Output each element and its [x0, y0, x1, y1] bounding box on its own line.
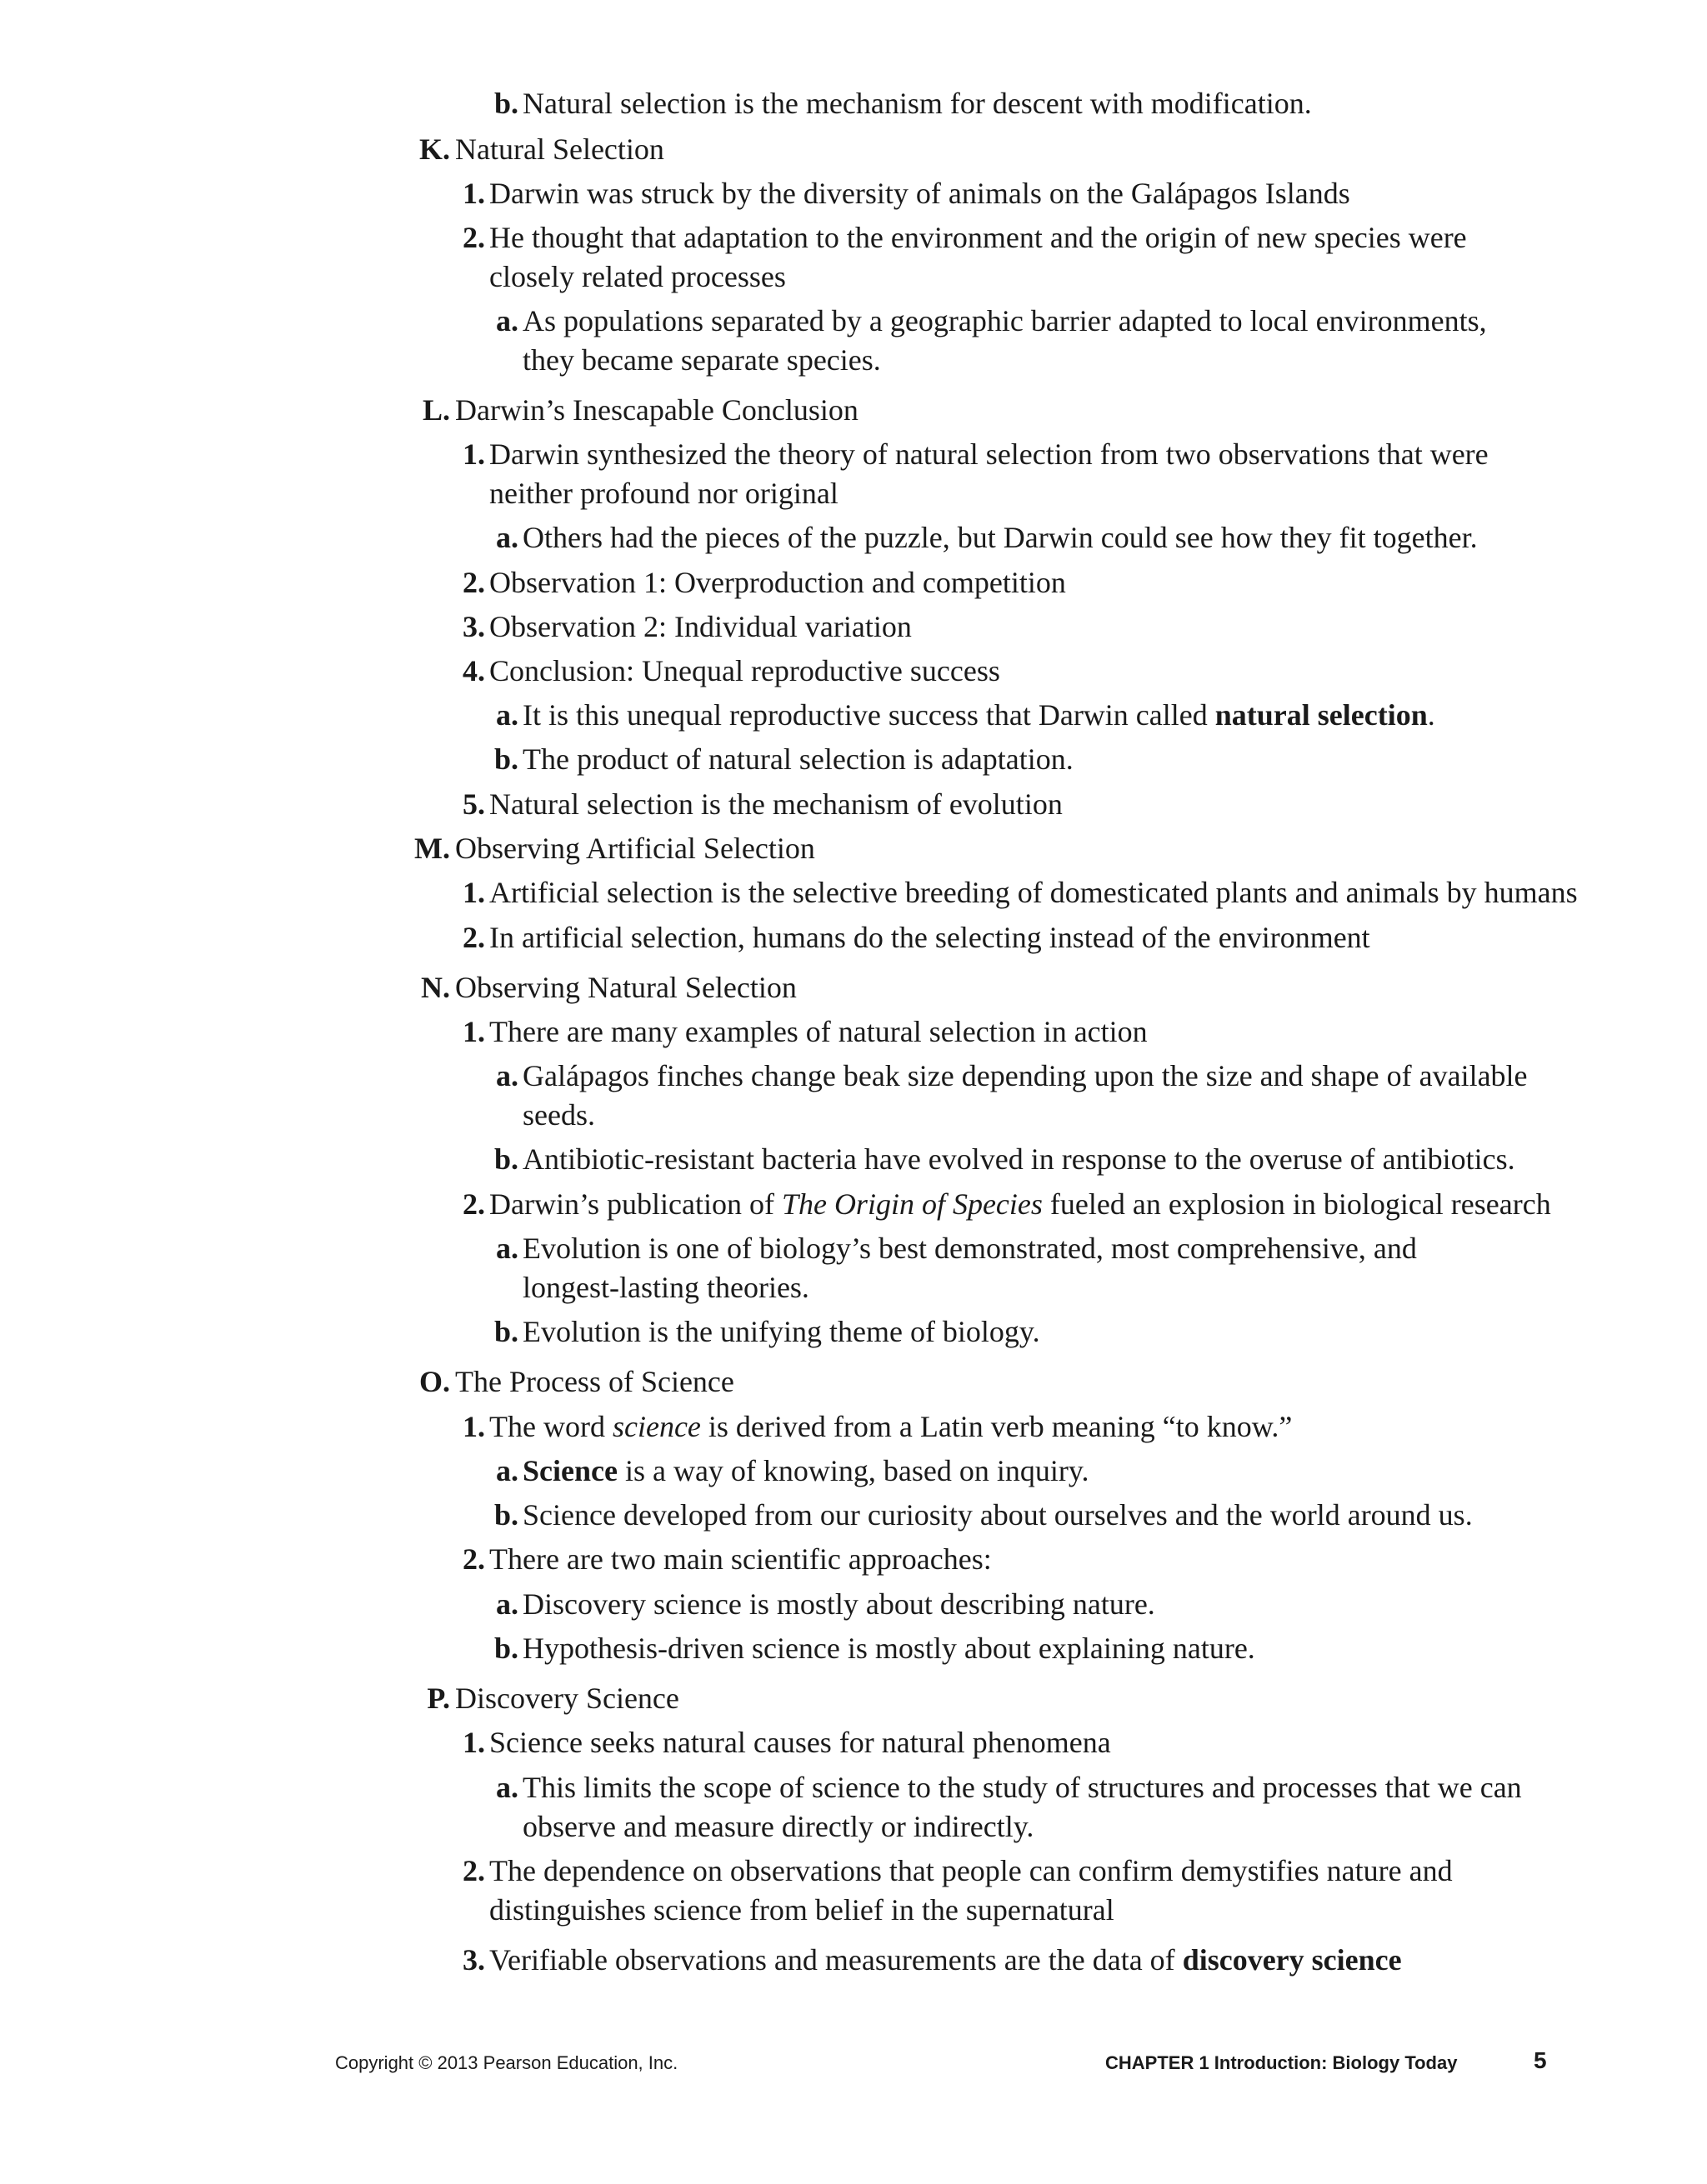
- outline-text-segment: It is this unequal reproductive success that Darwin called: [523, 698, 1215, 732]
- outline-text-segment: The dependence on observations that people can confirm demystifies nature and: [489, 1854, 1453, 1887]
- outline-marker: a.: [496, 698, 518, 732]
- outline-marker: b.: [493, 1632, 518, 1665]
- outline-marker: K.: [418, 132, 450, 166]
- outline-text-segment: observe and measure directly or indirectly.: [523, 1810, 1034, 1843]
- outline-marker: 1.: [463, 177, 485, 210]
- outline-text-bold: natural selection: [1214, 698, 1428, 732]
- outline-text-segment: fueled an explosion in biological research: [1042, 1187, 1551, 1221]
- outline-text-segment: Conclusion: Unequal reproductive success: [489, 654, 1000, 687]
- outline-text: [489, 1724, 1111, 1761]
- outline-text: [489, 608, 912, 645]
- outline-text: [455, 392, 859, 428]
- outline-marker: 2.: [463, 566, 485, 599]
- outline-marker: a.: [496, 304, 518, 337]
- outline-marker: a.: [496, 1059, 518, 1092]
- outline-text: [523, 1452, 1089, 1489]
- outline-text: [489, 175, 1350, 212]
- outline-marker: 3.: [463, 1943, 485, 1977]
- outline-text-segment: Natural Selection: [455, 132, 664, 166]
- outline-text: [489, 1892, 1114, 1928]
- outline-text: [523, 1313, 1040, 1350]
- outline-text: [455, 131, 664, 167]
- outline-text: [523, 1808, 1034, 1845]
- outline-text-segment: is derived from a Latin verb meaning “to know.”: [700, 1410, 1293, 1443]
- outline-text: [489, 1013, 1148, 1050]
- outline-text: [523, 302, 1487, 339]
- outline-text: [523, 342, 881, 378]
- outline-marker: M.: [414, 832, 450, 865]
- outline-marker: O.: [418, 1365, 450, 1398]
- outline-text-bold: Science: [523, 1454, 618, 1487]
- outline-text: [523, 85, 1312, 122]
- outline-text-segment: This limits the scope of science to the study of structures and processes that we can: [523, 1771, 1522, 1804]
- outline-text-segment: Discovery science is mostly about describing nature.: [523, 1587, 1155, 1621]
- outline-text: [455, 830, 815, 867]
- outline-text-segment: Darwin was struck by the diversity of animals on the Galápagos Islands: [489, 177, 1350, 210]
- outline-text-segment: distinguishes science from belief in the supernatural: [489, 1893, 1114, 1927]
- outline-text-segment: neither profound nor original: [489, 477, 838, 510]
- outline-text-segment: Verifiable observations and measurements are the data of: [489, 1943, 1183, 1977]
- outline-text-segment: As populations separated by a geographic barrier adapted to local environments,: [523, 304, 1487, 337]
- outline-text-segment: Observation 1: Overproduction and competition: [489, 566, 1066, 599]
- outline-text-segment: Evolution is one of biology’s best demonstrated, most comprehensive, and: [523, 1232, 1417, 1265]
- outline-marker: 1.: [463, 1726, 485, 1759]
- outline-text: [523, 1630, 1255, 1667]
- outline-text-segment: Hypothesis-driven science is mostly about explaining nature.: [523, 1632, 1255, 1665]
- outline-marker: b.: [493, 1315, 518, 1348]
- outline-text: [455, 969, 797, 1006]
- outline-text: [523, 519, 1478, 556]
- outline-marker: 1.: [463, 437, 485, 471]
- outline-marker: a.: [496, 1232, 518, 1265]
- outline-text-segment: Natural selection is the mechanism for descent with modification.: [523, 87, 1312, 120]
- outline-text: [523, 1586, 1155, 1622]
- outline-marker: 2.: [463, 921, 485, 954]
- outline-marker: b.: [493, 742, 518, 776]
- outline-marker: a.: [496, 1454, 518, 1487]
- outline-text-segment: .: [1427, 698, 1435, 732]
- outline-text-segment: Darwin’s Inescapable Conclusion: [455, 393, 859, 427]
- copyright-notice: Copyright © 2013 Pearson Education, Inc.: [335, 2052, 678, 2073]
- outline-text-bold: discovery science: [1182, 1943, 1402, 1977]
- outline-text-segment: The Process of Science: [455, 1365, 734, 1398]
- page-number: 5: [1534, 2047, 1547, 2073]
- outline-text-segment: Evolution is the unifying theme of biology.: [523, 1315, 1040, 1348]
- outline-text-segment: they became separate species.: [523, 343, 881, 377]
- outline-text-segment: Artificial selection is the selective breeding of domesticated plants and animals by humans: [489, 876, 1578, 909]
- outline-text: [523, 1230, 1417, 1267]
- outline-marker: 2.: [463, 1542, 485, 1576]
- outline-marker: a.: [496, 1771, 518, 1804]
- outline-marker: 2.: [463, 1854, 485, 1887]
- outline-text-segment: The product of natural selection is adaptation.: [523, 742, 1074, 776]
- outline-text: [489, 1852, 1453, 1889]
- outline-marker: 5.: [463, 787, 485, 821]
- outline-text: [489, 564, 1066, 601]
- outline-text: [489, 219, 1467, 256]
- outline-text: [489, 475, 838, 512]
- outline-text: [489, 1942, 1402, 1978]
- outline-marker: N.: [421, 971, 450, 1004]
- outline-text-segment: Antibiotic-resistant bacteria have evolved in response to the overuse of antibiotics.: [523, 1142, 1515, 1176]
- outline-text-segment: Discovery Science: [455, 1682, 679, 1715]
- outline-text: [523, 1141, 1515, 1177]
- outline-marker: 3.: [463, 610, 485, 643]
- outline-text-segment: Darwin’s publication of: [489, 1187, 782, 1221]
- outline-marker: L.: [422, 393, 450, 427]
- outline-text: [489, 1541, 992, 1577]
- outline-text: [523, 1057, 1528, 1094]
- outline-text-segment: Galápagos finches change beak size depending upon the size and shape of available: [523, 1059, 1528, 1092]
- outline-text: [523, 1097, 595, 1133]
- outline-text: [489, 919, 1370, 956]
- outline-text-segment: Science developed from our curiosity about ourselves and the world around us.: [523, 1498, 1473, 1532]
- outline-marker: b.: [493, 1142, 518, 1176]
- outline-text: [523, 1269, 809, 1306]
- outline-text-segment: He thought that adaptation to the environment and the origin of new species were: [489, 221, 1467, 254]
- outline-text-italic: science: [612, 1410, 701, 1443]
- outline-text: [455, 1680, 679, 1717]
- outline-text-italic: The Origin of Species: [781, 1187, 1043, 1221]
- outline-text: [489, 1186, 1551, 1222]
- outline-marker: b.: [493, 1498, 518, 1532]
- outline-text: [489, 874, 1578, 911]
- outline-text: [489, 258, 786, 295]
- outline-text-segment: The word: [489, 1410, 613, 1443]
- outline-text-segment: Observing Artificial Selection: [455, 832, 815, 865]
- chapter-title: CHAPTER 1 Introduction: Biology Today: [1105, 2052, 1458, 2073]
- outline-text-segment: There are two main scientific approaches:: [489, 1542, 992, 1576]
- outline-marker: a.: [496, 1587, 518, 1621]
- outline-text-segment: There are many examples of natural selection in action: [489, 1015, 1148, 1048]
- outline-text-segment: Observing Natural Selection: [455, 971, 797, 1004]
- outline-text-segment: seeds.: [523, 1098, 595, 1132]
- outline-text: [489, 652, 1000, 689]
- outline-text-segment: Darwin synthesized the theory of natural selection from two observations that were: [489, 437, 1489, 471]
- outline-marker: P.: [427, 1682, 450, 1715]
- outline-text: [523, 1497, 1473, 1533]
- outline-text-segment: longest-lasting theories.: [523, 1271, 809, 1304]
- outline-text: [489, 786, 1063, 822]
- outline-marker: 4.: [463, 654, 485, 687]
- outline-text-segment: In artificial selection, humans do the selecting instead of the environment: [489, 921, 1370, 954]
- outline-marker: a.: [496, 521, 518, 554]
- outline-marker: 1.: [463, 876, 485, 909]
- outline-text: [523, 741, 1074, 777]
- outline-marker: 2.: [463, 221, 485, 254]
- outline-marker: 1.: [463, 1410, 485, 1443]
- outline-text-segment: is a way of knowing, based on inquiry.: [617, 1454, 1089, 1487]
- outline-text: [489, 436, 1489, 472]
- outline-text: [523, 697, 1435, 733]
- outline-text-segment: Natural selection is the mechanism of evolution: [489, 787, 1063, 821]
- outline-text: [489, 1408, 1292, 1445]
- outline-marker: 2.: [463, 1187, 485, 1221]
- outline-text: [523, 1769, 1522, 1806]
- outline-text-segment: Observation 2: Individual variation: [489, 610, 912, 643]
- outline-text: [455, 1363, 734, 1400]
- outline-marker: 1.: [463, 1015, 485, 1048]
- outline-marker: b.: [493, 87, 518, 120]
- outline-text-segment: closely related processes: [489, 260, 786, 293]
- outline-text-segment: Others had the pieces of the puzzle, but Darwin could see how they fit together.: [523, 521, 1478, 554]
- outline-text-segment: Science seeks natural causes for natural phenomena: [489, 1726, 1111, 1759]
